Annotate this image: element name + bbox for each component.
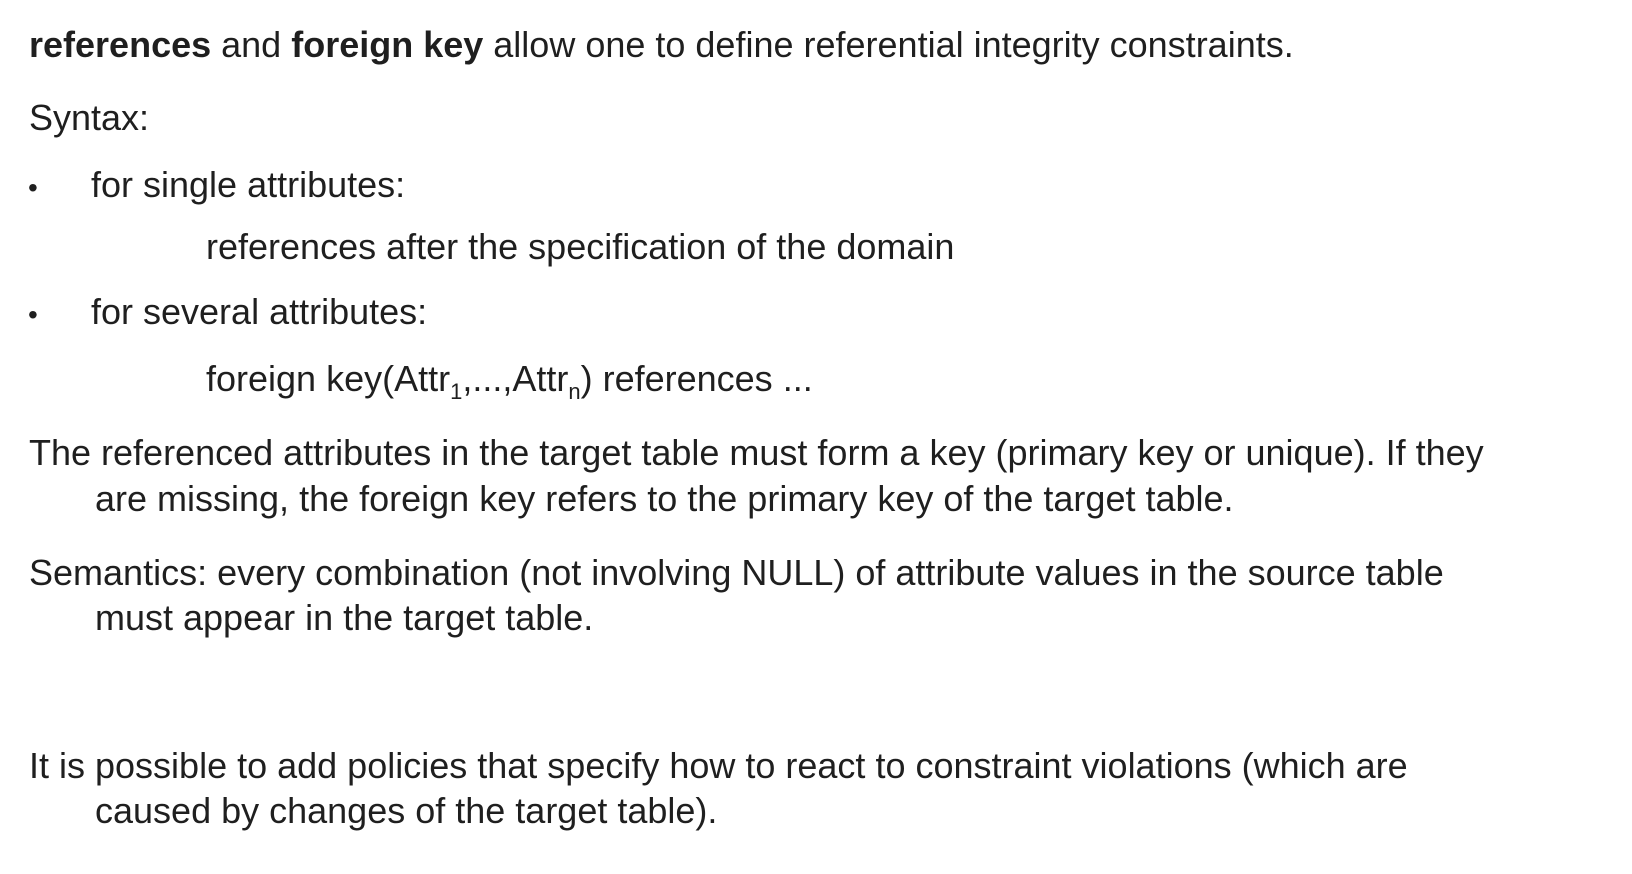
intro-rest: allow one to define referential integrity constraints.	[483, 24, 1294, 65]
term-references: references	[29, 24, 212, 65]
policies-paragraph-line2: caused by changes of the target table).	[95, 790, 718, 831]
referenced-paragraph-line1: The referenced attributes in the target table must form a key (primary key or unique). If they	[29, 432, 1484, 473]
policies-paragraph-line1: It is possible to add policies that specify how to react to constraint violations (which are	[29, 745, 1408, 786]
bullet-single-attributes: for single attributes:	[91, 164, 406, 205]
intro-and: and	[211, 24, 292, 65]
several-attributes-detail	[206, 356, 813, 403]
fk-syntax-mid: ,...,Attr	[462, 358, 569, 399]
fk-syntax-suffix: ) references ...	[580, 358, 813, 399]
semantics-paragraph-line1: Semantics: every combination (not involving NULL) of attribute values in the source table	[29, 552, 1444, 593]
fk-syntax-prefix: foreign key(Attr	[206, 358, 451, 399]
bullet-icon: •	[28, 299, 38, 330]
fk-syntax-sub-1: 1	[450, 379, 463, 404]
single-attributes-detail: references after the specification of the domain	[206, 226, 955, 267]
referenced-paragraph-line2: are missing, the foreign key refers to the primary key of the target table.	[95, 478, 1234, 519]
syntax-label: Syntax:	[29, 97, 150, 138]
term-foreign-key: foreign key	[291, 24, 484, 65]
bullet-several-attributes: for several attributes:	[91, 291, 428, 332]
semantics-paragraph-line2: must appear in the target table.	[95, 597, 594, 638]
intro-paragraph	[29, 22, 1294, 69]
bullet-icon: •	[28, 172, 38, 203]
fk-syntax-sub-n: n	[568, 379, 581, 404]
